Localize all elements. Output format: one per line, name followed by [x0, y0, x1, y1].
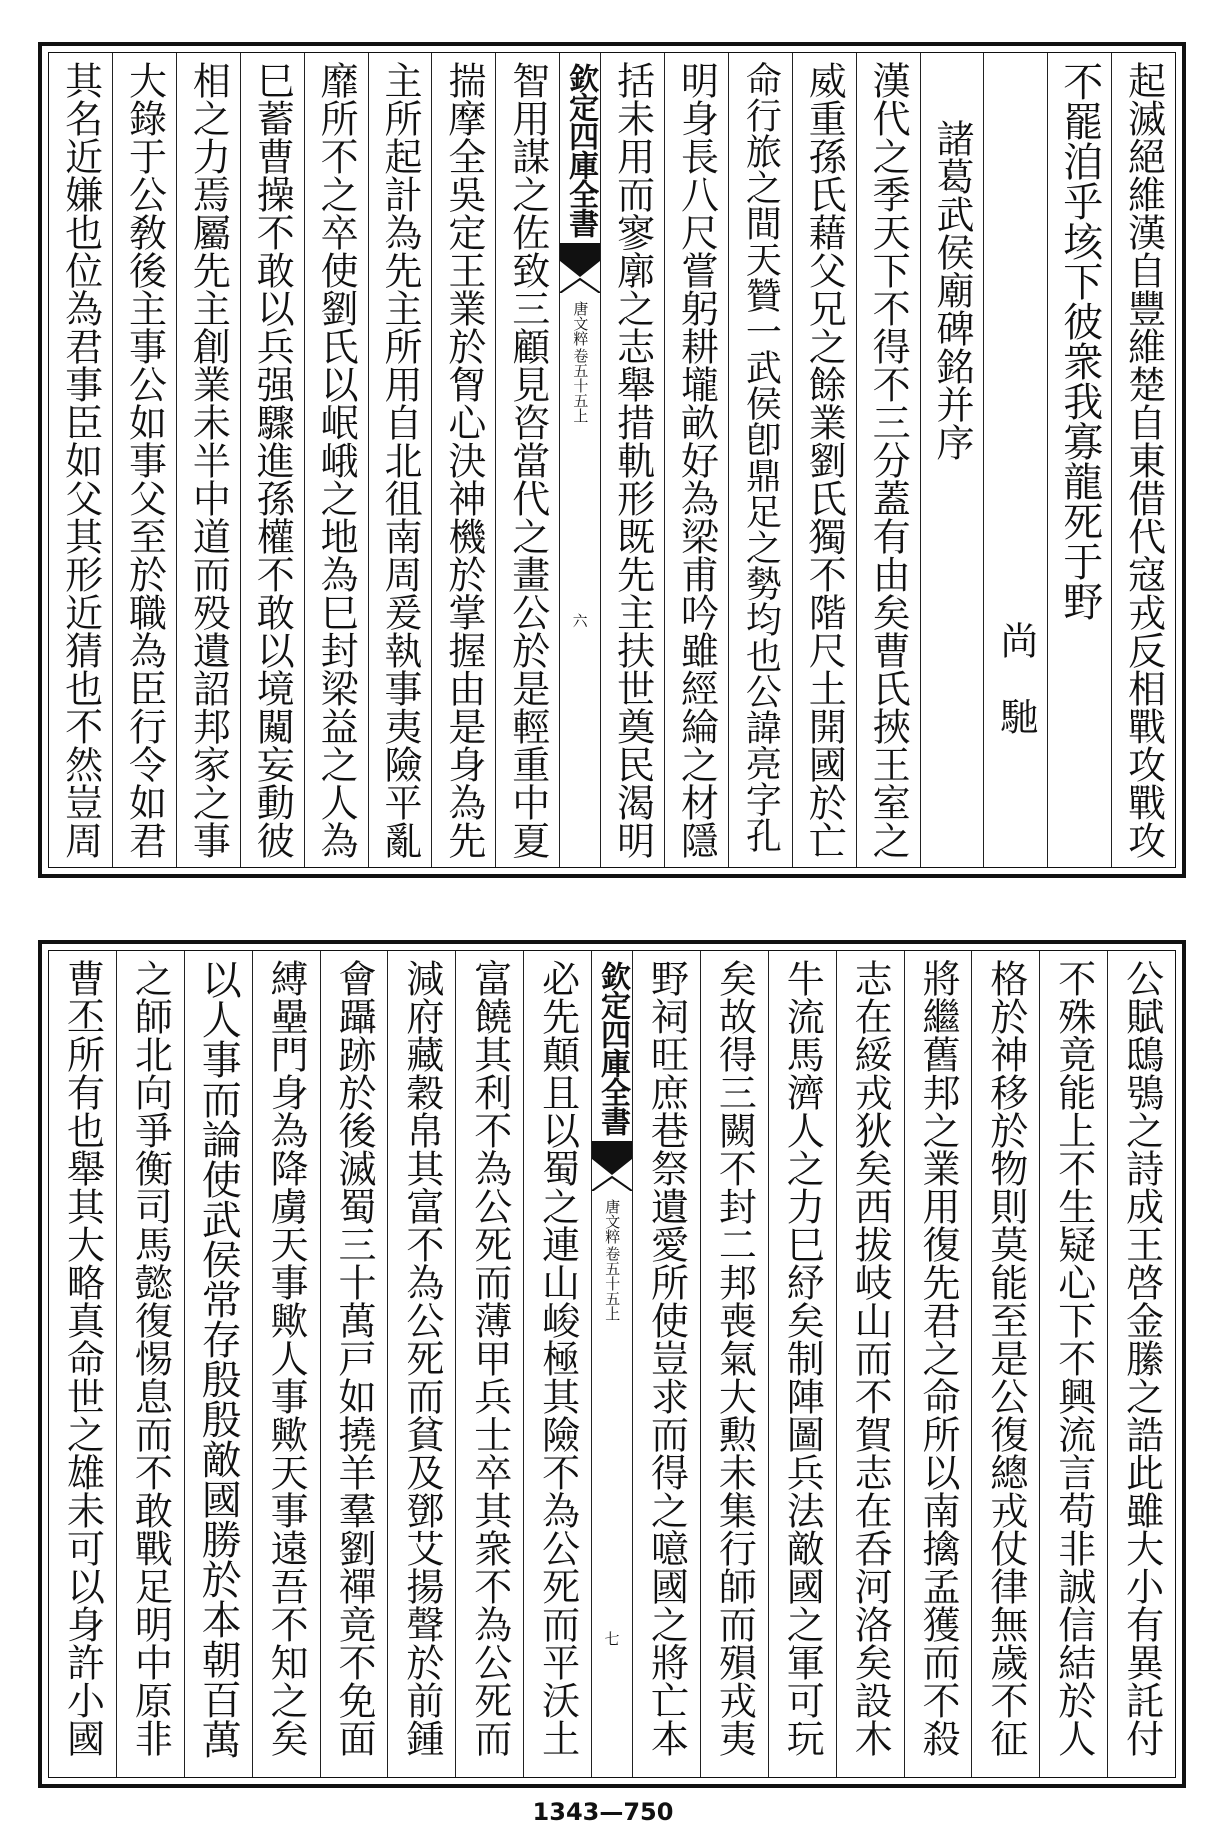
top-page	[38, 42, 1186, 878]
title-column	[920, 53, 984, 867]
fold-book-name: 唐文粹	[603, 1199, 622, 1244]
bottom-page-columns	[49, 951, 1175, 1777]
text-column: 以人事而論使武侯常存殷殷敵國勝於本朝百萬	[184, 951, 252, 1777]
text-column: 括未用而寥廓之志舉措軌形既先主扶世奠民渴明	[600, 53, 664, 867]
author-column	[983, 53, 1047, 867]
text-column: 威重孫氏藉父兄之餘業劉氏獨不階尺土開國於亡	[792, 53, 856, 867]
text-column: 必先顛且以蜀之連山峻極其險不為公死而平沃土	[523, 951, 591, 1777]
fold-header: 欽定四庫全書	[563, 63, 599, 237]
author-name: 尚 馳	[993, 621, 1038, 735]
fish-tail-mark-icon	[592, 1141, 632, 1191]
fold-book-name: 唐文粹	[571, 301, 590, 346]
fold-volume: 卷五十五上	[571, 348, 590, 423]
text-column: 起滅絕維漢自豐維楚自東借代寇戎反相戰攻戰攻	[1111, 53, 1175, 867]
text-column: 其名近嫌也位為君事臣如父其形近猜也不然豈周	[58, 61, 103, 859]
text-column: 相之力焉屬先主創業未半中道而殁遺詔邦家之事	[176, 53, 240, 867]
page-footer-number: 1343—750	[532, 1798, 674, 1826]
bottom-page	[38, 940, 1186, 1788]
fold-header: 欽定四庫全書	[595, 961, 630, 1135]
text-column: 富饒其利不為公死而薄甲兵士卒其衆不為公死而	[455, 951, 523, 1777]
text-column: 野祠旺庶巷祭遺愛所使豈求而得之噫國之將亡本	[632, 951, 700, 1777]
fold-book-info	[604, 1199, 621, 1321]
fold-volume: 卷五十五上	[603, 1246, 622, 1321]
text-column: 揣摩全吳定王業於胷心決神機於掌握由是身為先	[431, 53, 495, 867]
text-column: 巳蓄曹操不敢以兵强驟進孫權不敢以境闚妄動彼	[240, 53, 304, 867]
text-column: 公賦鴟鴞之詩成王啓金縢之誥此雖大小有異託付	[1107, 951, 1175, 1777]
text-column: 將繼舊邦之業用復先君之命所以南擒孟獲而不殺	[904, 951, 972, 1777]
text-column: 主所起計為先主所用自北徂南周爰執事夷險平亂	[368, 53, 432, 867]
text-column: 靡所不之卒使劉氏以岷峨之地為巳封梁益之人為	[304, 53, 368, 867]
text-column: 志在綏戎狄矣西拔岐山而不賀志在呑河洛矣設木	[836, 951, 904, 1777]
text-column: 減府藏穀帛其富不為公死而貧及鄧艾揚聲於前鍾	[387, 951, 455, 1777]
top-page-columns	[49, 53, 1175, 867]
fold-center-column	[559, 53, 600, 867]
text-column: 之師北向爭衡司馬懿復惕息而不敢戰足明中原非	[116, 951, 184, 1777]
text-column: 明身長八尺嘗躬耕壠畝好為梁甫吟雖經綸之材隱	[664, 53, 728, 867]
text-column: 曹丕所有也舉其大略真命世之雄未可以身許小國	[60, 959, 105, 1757]
fold-page-number: 六	[570, 613, 589, 628]
fold-center-column	[591, 951, 632, 1777]
text-column: 縛壘門身為降虜天事歟人事歟天事遠吾不知之矣	[252, 951, 320, 1777]
text-column: 矣故得三闕不封二邦喪氣大勲未集行師而殞戎夷	[700, 951, 768, 1777]
text-column: 不殊竟能上不生疑心下不興流言苟非誠信結於人	[1039, 951, 1107, 1777]
text-column: 會躡跡於後滅蜀三十萬戸如撓羊羣劉禪竟不免面	[320, 951, 388, 1777]
text-column: 不罷洎乎垓下彼衆我寡龍死于野	[1047, 53, 1111, 867]
text-column: 牛流馬濟人之力巳紓矣制陣圖兵法敵國之軍可玩	[768, 951, 836, 1777]
fold-page-number: 七	[602, 1631, 621, 1646]
text-column: 命行旅之間天贊一武侯卽鼎足之勢均也公諱亮字孔	[728, 53, 792, 867]
text-column: 大錄于公敎後主事公如事父至於職為臣行令如君	[112, 53, 176, 867]
fold-book-info	[572, 301, 589, 423]
essay-title: 諸葛武侯廟碑銘并序	[929, 119, 974, 461]
text-column: 智用謀之佐致三顧見咨當代之畫公於是輕重中夏	[495, 53, 559, 867]
fish-tail-mark-icon	[560, 243, 600, 293]
text-column: 格於神移於物則莫能至是公復總戎仗律無歲不征	[971, 951, 1039, 1777]
text-column: 漢代之季天下不得不三分蓋有由矣曹氏挾王室之	[856, 53, 920, 867]
